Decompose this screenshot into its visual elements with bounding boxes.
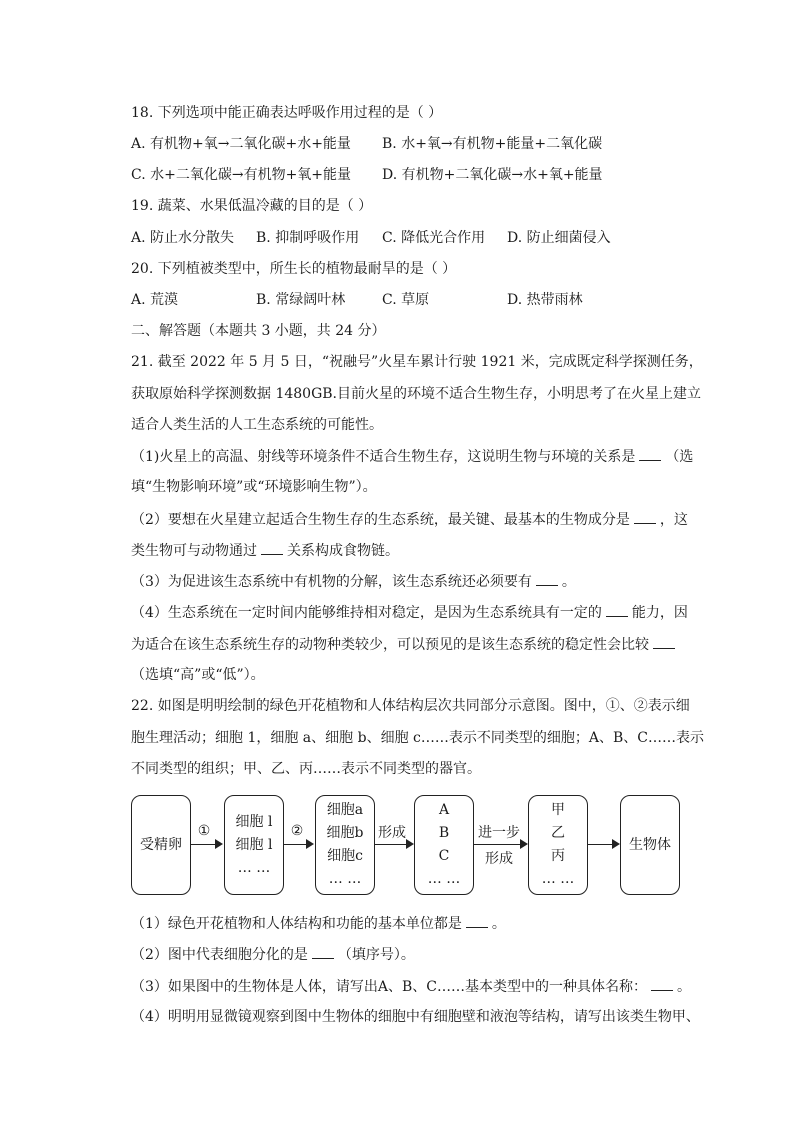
- q21-part4-line1: （4）生态系统在一定时间内能够维持相对稳定，是因为生态系统具有一定的 能力，因: [131, 602, 688, 623]
- q19-stem: 19. 蔬菜、水果低温冷藏的目的是（ ）: [131, 198, 373, 214]
- answer-blank[interactable]: [536, 571, 558, 586]
- answer-blank[interactable]: [466, 913, 488, 928]
- section-heading: 二、解答题（本题共 3 小题，共 24 分）: [131, 323, 386, 339]
- answer-blank[interactable]: [634, 509, 656, 524]
- q22-stem-line1: 22. 如图是明明绘制的绿色开花植物和人体结构层次共同部分示意图。图中，①、②表示细: [131, 698, 690, 714]
- q21-part2-line2: 类生物可与动物通过 关系构成食物链。: [131, 540, 399, 561]
- q21-stem-line1: 21. 截至 2022 年 5 月 5 日，“祝融号”火星车累计行驶 1921 米，完成既定科学探测任务，: [131, 354, 703, 370]
- q22-part2: （2）图中代表细胞分化的是 （填序号）。: [131, 944, 415, 965]
- q20-option-a: A. 荒漠: [131, 292, 179, 308]
- q18-option-c: C. 水+二氧化碳→有机物+氧+能量: [131, 167, 352, 183]
- cells-box: 细胞 l 细胞 l … …: [224, 795, 284, 895]
- q19-option-a: A. 防止水分散失: [131, 230, 235, 246]
- q18-stem: 18. 下列选项中能正确表达呼吸作用过程的是（ ）: [131, 105, 443, 121]
- q18-option-b: B. 水+氧→有机物+能量+二氧化碳: [382, 136, 603, 152]
- q21-part1-line2: 填“生物影响环境”或“环境影响生物”）。: [131, 479, 377, 495]
- q21-part4-line3: （选填“高”或“低”）。: [131, 667, 265, 683]
- q21-part3: （3）为促进该生态系统中有机物的分解，该生态系统还必须要有 。: [131, 571, 576, 592]
- answer-blank[interactable]: [261, 540, 283, 555]
- q21-part2-line1: （2）要想在火星建立起适合生物生存的生态系统，最关键、最基本的生物成分是 ，这: [131, 509, 688, 530]
- q22-part1: （1）绿色开花植物和人体结构和功能的基本单位都是 。: [131, 913, 506, 934]
- arrow-1: [191, 844, 221, 845]
- arrow-2: [284, 844, 312, 845]
- arrow-4: [474, 844, 526, 845]
- q20-option-d: D. 热带雨林: [507, 292, 583, 308]
- q21-stem-line3: 适合人类生活的人工生态系统的可能性。: [131, 417, 383, 433]
- organism-box: 生物体: [620, 795, 680, 895]
- differentiated-cells-box: 细胞a 细胞b 细胞c … …: [315, 795, 375, 895]
- answer-blank[interactable]: [606, 602, 628, 617]
- q18-option-a: A. 有机物+氧→二氧化碳+水+能量: [131, 136, 351, 152]
- arrow-4-label-top: 进一步: [478, 825, 520, 841]
- answer-blank[interactable]: [651, 976, 673, 991]
- q20-option-b: B. 常绿阔叶林: [256, 292, 346, 308]
- q21-part1-line1: （1)火星上的高温、射线等环境条件不适合生物生存，这说明生物与环境的关系是 （选: [131, 446, 693, 467]
- q20-stem: 20. 下列植被类型中，所生长的植物最耐旱的是（ ）: [131, 261, 457, 277]
- arrow-3-label: 形成: [378, 825, 406, 841]
- q19-option-d: D. 防止细菌侵入: [507, 230, 611, 246]
- arrow-2-label: ②: [290, 823, 304, 839]
- arrow-3: [375, 844, 412, 845]
- tissues-box: A B C … …: [414, 795, 474, 895]
- fertilized-egg-box: 受精卵: [131, 795, 191, 895]
- organs-box: 甲 乙 丙 … …: [528, 795, 588, 895]
- answer-blank[interactable]: [312, 944, 334, 959]
- answer-blank[interactable]: [653, 634, 675, 649]
- q19-option-b: B. 抑制呼吸作用: [256, 230, 360, 246]
- q20-option-c: C. 草原: [382, 292, 430, 308]
- arrow-4-label-bottom: 形成: [485, 851, 513, 867]
- q22-stem-line2: 胞生理活动；细胞 1，细胞 a、细胞 b、细胞 c……表示不同类型的细胞；A、B、C……表示: [131, 730, 704, 746]
- q22-part3: （3）如果图中的生物体是人体，请写出A、B、C……基本类型中的一种具体名称： 。: [131, 976, 691, 997]
- q21-stem-line2: 获取原始科学探测数据 1480GB.目前火星的环境不适合生物生存，小明思考了在火星上建立: [131, 386, 701, 402]
- q18-option-d: D. 有机物+二氧化碳→水+氧+能量: [382, 167, 603, 183]
- arrow-1-label: ①: [197, 823, 211, 839]
- q22-stem-line3: 不同类型的组织；甲、乙、丙……表示不同类型的器官。: [131, 761, 481, 777]
- answer-blank[interactable]: [639, 446, 661, 461]
- q21-part4-line2: 为适合在该生态系统生存的动物种类较少，可以预见的是该生态系统的稳定性会比较: [131, 634, 679, 655]
- q19-option-c: C. 降低光合作用: [382, 230, 486, 246]
- arrow-5: [588, 844, 618, 845]
- q22-part4: （4）明明用显微镜观察到图中生物体的细胞中有细胞壁和液泡等结构，请写出该类生物甲、: [131, 1009, 700, 1025]
